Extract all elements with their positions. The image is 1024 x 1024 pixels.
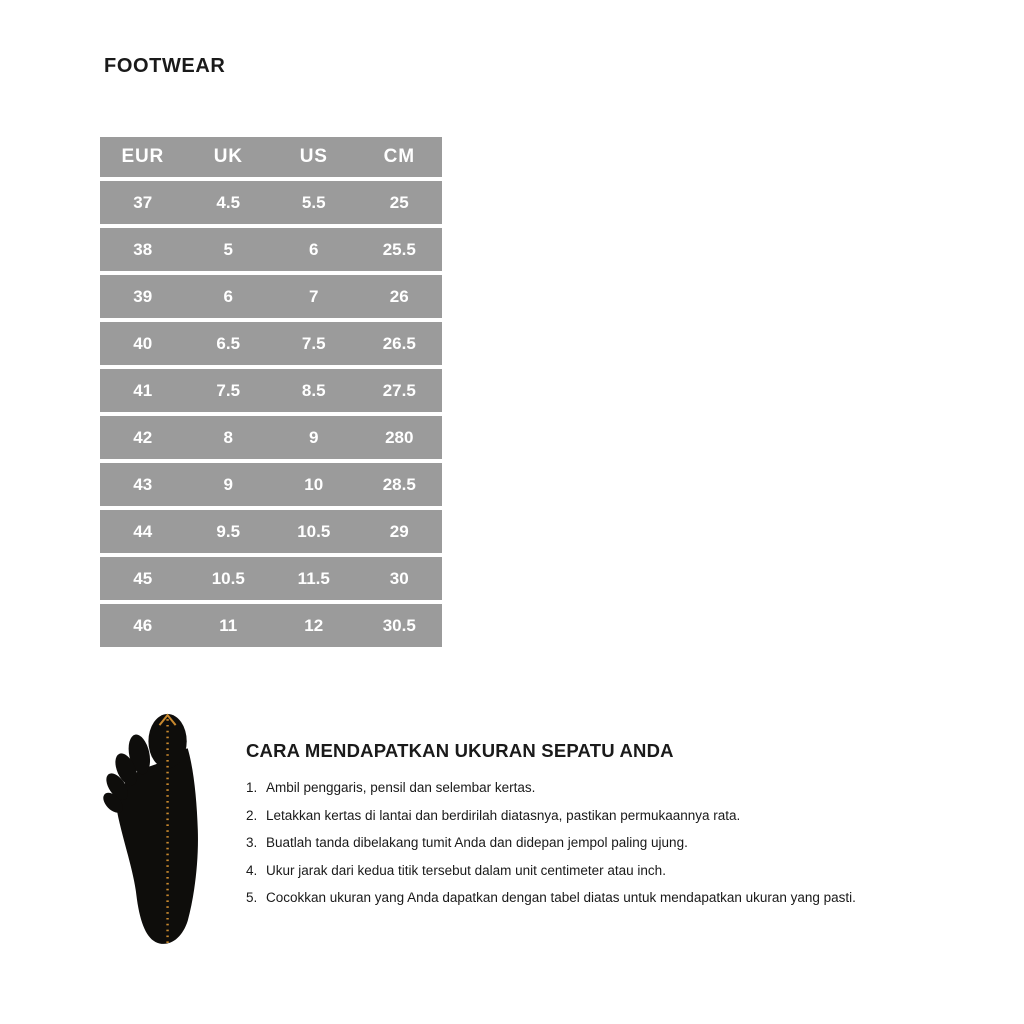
table-cell: 11 [219, 615, 238, 635]
table-row [100, 604, 442, 647]
page-title: FOOTWEAR [104, 55, 226, 77]
guide-step [246, 864, 856, 878]
guide-step [246, 809, 856, 823]
step-number: 5. [246, 890, 258, 905]
table-cell: 46 [133, 615, 153, 635]
column-header-us: US [299, 146, 328, 167]
step-text: Cocokkan ukuran yang Anda dapatkan dengan tabel diatas untuk mendapatkan ukuran yang pasti. [266, 890, 856, 905]
table-cell: 7 [309, 286, 319, 306]
table-row [100, 463, 442, 506]
table-cell: 6 [309, 239, 319, 259]
guide-step [246, 891, 856, 905]
column-header-cm: CM [383, 146, 415, 167]
table-cell: 25.5 [382, 239, 416, 259]
column-header-uk: UK [213, 146, 243, 167]
guide-step [246, 836, 856, 850]
table-cell: 9 [223, 474, 233, 494]
table-cell: 40 [133, 333, 153, 353]
table-cell: 10 [304, 474, 324, 494]
table-cell: 26.5 [382, 333, 416, 353]
table-cell: 8 [223, 427, 233, 447]
guide-steps-list [246, 781, 856, 919]
foot-silhouette-graphic [103, 707, 216, 949]
table-cell: 280 [385, 427, 414, 447]
table-cell: 9 [309, 427, 319, 447]
table-cell: 5.5 [301, 192, 326, 212]
table-cell: 11.5 [297, 568, 330, 588]
step-text: Ukur jarak dari kedua titik tersebut dalam unit centimeter atau inch. [266, 862, 666, 878]
table-cell: 8.5 [301, 380, 326, 400]
table-row [100, 510, 442, 553]
size-chart-table [100, 137, 442, 651]
table-cell: 28.5 [382, 474, 416, 494]
table-body [100, 181, 442, 647]
table-row [100, 557, 442, 600]
table-cell: 10.5 [297, 521, 331, 541]
column-header-eur: EUR [121, 146, 164, 167]
table-cell: 44 [133, 521, 153, 541]
guide-step [246, 781, 856, 795]
table-header-row [100, 137, 442, 177]
guide-heading: CARA MENDAPATKAN UKURAN SEPATU ANDA [246, 740, 674, 761]
table-cell: 37 [133, 192, 153, 212]
step-text: Ambil penggaris, pensil dan selembar kertas. [266, 780, 536, 795]
step-text: Buatlah tanda dibelakang tumit Anda dan didepan jempol paling ujung. [266, 835, 688, 850]
table-row [100, 228, 442, 271]
step-text: Letakkan kertas di lantai dan berdirilah diatasnya, pastikan permukaannya rata. [266, 807, 741, 823]
table-row [100, 416, 442, 459]
table-cell: 9.5 [216, 521, 241, 541]
table-row [100, 369, 442, 412]
table-cell: 12 [304, 615, 324, 635]
table-cell: 27.5 [382, 380, 416, 400]
table-cell: 42 [133, 427, 153, 447]
table-row [100, 322, 442, 365]
table-cell: 6 [223, 286, 233, 306]
table-row [100, 275, 442, 318]
table-cell: 26 [389, 286, 409, 306]
table-cell: 45 [133, 568, 153, 588]
table-cell: 30 [389, 568, 409, 588]
table-cell: 38 [133, 239, 153, 259]
table-cell: 30.5 [382, 615, 416, 635]
table-cell: 4.5 [216, 192, 241, 212]
table-row [100, 181, 442, 224]
table-cell: 43 [133, 474, 153, 494]
table-cell: 7.5 [301, 333, 326, 353]
table-cell: 5 [223, 239, 233, 259]
table-cell: 41 [133, 380, 153, 400]
table-cell: 7.5 [216, 380, 241, 400]
table-cell: 29 [389, 521, 409, 541]
table-cell: 6.5 [216, 333, 241, 353]
table-cell: 25 [389, 192, 409, 212]
step-number: 4. [246, 862, 258, 878]
foot-silhouette [103, 714, 198, 944]
table-cell: 10.5 [211, 568, 245, 588]
table-cell: 39 [133, 286, 153, 306]
step-number: 1. [246, 780, 258, 795]
step-number: 3. [246, 835, 258, 850]
step-number: 2. [246, 807, 258, 823]
